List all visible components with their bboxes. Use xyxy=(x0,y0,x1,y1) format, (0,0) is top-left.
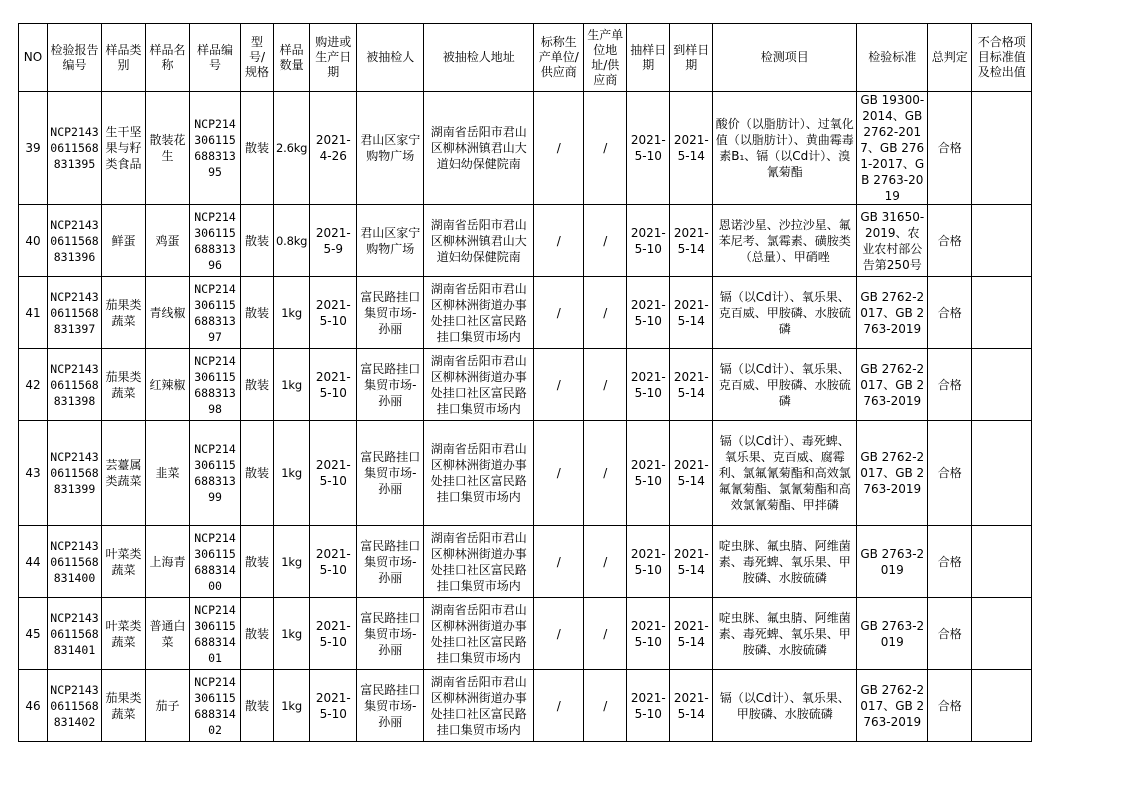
cell-name: 普通白菜 xyxy=(146,598,190,670)
cell-inspected: 富民路挂口集贸市场-孙丽 xyxy=(357,421,424,526)
cell-fail xyxy=(972,598,1032,670)
cell-arrive-date: 2021-5-14 xyxy=(670,277,713,349)
header-report-no: 检验报告编号 xyxy=(48,24,102,92)
cell-fail xyxy=(972,277,1032,349)
table-row xyxy=(19,277,1032,349)
cell-date: 2021-5-10 xyxy=(310,598,357,670)
cell-address: 湖南省岳阳市君山区柳林洲镇君山大道妇幼保健院南 xyxy=(424,92,534,205)
cell-sample-no: NCP21430611568831401 xyxy=(190,598,241,670)
cell-name: 上海青 xyxy=(146,526,190,598)
cell-inspected: 富民路挂口集贸市场-孙丽 xyxy=(357,598,424,670)
cell-sample-no: NCP21430611568831400 xyxy=(190,526,241,598)
cell-category: 鲜蛋 xyxy=(102,205,146,277)
cell-producer-addr: / xyxy=(584,421,627,526)
inspection-results-sheet xyxy=(18,23,1032,742)
table-row xyxy=(19,92,1032,205)
cell-standard: GB 2762-2017、GB 2763-2019 xyxy=(857,670,928,742)
cell-standard: GB 31650-2019、农业农村部公告第250号 xyxy=(857,205,928,277)
cell-no: 43 xyxy=(19,421,48,526)
cell-producer: / xyxy=(534,421,584,526)
cell-standard: GB 19300-2014、GB 2762-2017、GB 2761-2017、GB 2763-2019 xyxy=(857,92,928,205)
table-row xyxy=(19,526,1032,598)
cell-name: 韭菜 xyxy=(146,421,190,526)
header-arrive-date: 到样日期 xyxy=(670,24,713,92)
header-name: 样品名称 xyxy=(146,24,190,92)
cell-qty: 1kg xyxy=(274,349,310,421)
cell-report-no: NCP21430611568831400 xyxy=(48,526,102,598)
cell-sample-date: 2021-5-10 xyxy=(627,349,670,421)
cell-spec: 散装 xyxy=(241,526,274,598)
cell-date: 2021-5-10 xyxy=(310,421,357,526)
cell-items: 镉（以Cd计）、毒死蜱、氧乐果、克百威、腐霉利、氯氟氰菊酯和高效氯氟氰菊酯、氯氰菊酯和高效氯氰菊酯、甲拌磷 xyxy=(713,421,857,526)
header-verdict: 总判定 xyxy=(928,24,972,92)
cell-no: 42 xyxy=(19,349,48,421)
table-row xyxy=(19,670,1032,742)
cell-report-no: NCP21430611568831395 xyxy=(48,92,102,205)
cell-verdict: 合格 xyxy=(928,205,972,277)
cell-items: 镉（以Cd计）、氧乐果、甲胺磷、水胺硫磷 xyxy=(713,670,857,742)
cell-producer-addr: / xyxy=(584,526,627,598)
cell-sample-no: NCP21430611568831397 xyxy=(190,277,241,349)
cell-inspected: 富民路挂口集贸市场-孙丽 xyxy=(357,526,424,598)
cell-qty: 2.6kg xyxy=(274,92,310,205)
cell-arrive-date: 2021-5-14 xyxy=(670,598,713,670)
cell-producer-addr: / xyxy=(584,598,627,670)
cell-date: 2021-5-10 xyxy=(310,526,357,598)
header-address: 被抽检人地址 xyxy=(424,24,534,92)
cell-qty: 1kg xyxy=(274,277,310,349)
cell-items: 啶虫脒、氟虫腈、阿维菌素、毒死蜱、氧乐果、甲胺磷、水胺硫磷 xyxy=(713,526,857,598)
cell-sample-no: NCP21430611568831398 xyxy=(190,349,241,421)
cell-verdict: 合格 xyxy=(928,598,972,670)
cell-no: 44 xyxy=(19,526,48,598)
cell-producer-addr: / xyxy=(584,349,627,421)
cell-sample-no: NCP21430611568831402 xyxy=(190,670,241,742)
cell-qty: 1kg xyxy=(274,670,310,742)
cell-producer-addr: / xyxy=(584,670,627,742)
cell-qty: 1kg xyxy=(274,526,310,598)
cell-qty: 1kg xyxy=(274,421,310,526)
cell-address: 湖南省岳阳市君山区柳林洲街道办事处挂口社区富民路挂口集贸市场内 xyxy=(424,277,534,349)
cell-items: 酸价（以脂肪计）、过氧化值（以脂肪计）、黄曲霉毒素B₁、镉（以Cd计）、溴氰菊酯 xyxy=(713,92,857,205)
header-qty: 样品数量 xyxy=(274,24,310,92)
cell-standard: GB 2762-2017、GB 2763-2019 xyxy=(857,277,928,349)
cell-report-no: NCP21430611568831399 xyxy=(48,421,102,526)
cell-name: 青线椒 xyxy=(146,277,190,349)
cell-sample-date: 2021-5-10 xyxy=(627,277,670,349)
cell-items: 镉（以Cd计）、氧乐果、克百威、甲胺磷、水胺硫磷 xyxy=(713,277,857,349)
cell-no: 41 xyxy=(19,277,48,349)
cell-sample-date: 2021-5-10 xyxy=(627,598,670,670)
header-spec: 型号/规格 xyxy=(241,24,274,92)
cell-category: 芸薹属类蔬菜 xyxy=(102,421,146,526)
cell-address: 湖南省岳阳市君山区柳林洲镇君山大道妇幼保健院南 xyxy=(424,205,534,277)
header-fail: 不合格项目标准值及检出值 xyxy=(972,24,1032,92)
header-row xyxy=(19,24,1032,92)
cell-standard: GB 2763-2019 xyxy=(857,526,928,598)
cell-address: 湖南省岳阳市君山区柳林洲街道办事处挂口社区富民路挂口集贸市场内 xyxy=(424,670,534,742)
cell-name: 鸡蛋 xyxy=(146,205,190,277)
cell-verdict: 合格 xyxy=(928,526,972,598)
cell-producer-addr: / xyxy=(584,205,627,277)
cell-standard: GB 2762-2017、GB 2763-2019 xyxy=(857,421,928,526)
cell-sample-date: 2021-5-10 xyxy=(627,421,670,526)
cell-report-no: NCP21430611568831402 xyxy=(48,670,102,742)
cell-producer: / xyxy=(534,670,584,742)
cell-fail xyxy=(972,421,1032,526)
cell-producer: / xyxy=(534,526,584,598)
cell-qty: 0.8kg xyxy=(274,205,310,277)
cell-arrive-date: 2021-5-14 xyxy=(670,526,713,598)
cell-address: 湖南省岳阳市君山区柳林洲街道办事处挂口社区富民路挂口集贸市场内 xyxy=(424,421,534,526)
table-row xyxy=(19,421,1032,526)
table-row xyxy=(19,349,1032,421)
cell-spec: 散装 xyxy=(241,670,274,742)
cell-date: 2021-5-10 xyxy=(310,349,357,421)
header-producer: 标称生产单位/供应商 xyxy=(534,24,584,92)
cell-fail xyxy=(972,526,1032,598)
cell-category: 生干坚果与籽类食品 xyxy=(102,92,146,205)
cell-address: 湖南省岳阳市君山区柳林洲街道办事处挂口社区富民路挂口集贸市场内 xyxy=(424,349,534,421)
cell-qty: 1kg xyxy=(274,598,310,670)
cell-inspected: 富民路挂口集贸市场-孙丽 xyxy=(357,670,424,742)
cell-sample-date: 2021-5-10 xyxy=(627,526,670,598)
cell-sample-date: 2021-5-10 xyxy=(627,670,670,742)
cell-fail xyxy=(972,205,1032,277)
cell-arrive-date: 2021-5-14 xyxy=(670,92,713,205)
cell-spec: 散装 xyxy=(241,205,274,277)
cell-verdict: 合格 xyxy=(928,421,972,526)
cell-producer: / xyxy=(534,598,584,670)
cell-standard: GB 2763-2019 xyxy=(857,598,928,670)
cell-date: 2021-5-10 xyxy=(310,277,357,349)
header-standard: 检验标准 xyxy=(857,24,928,92)
cell-items: 镉（以Cd计）、氧乐果、克百威、甲胺磷、水胺硫磷 xyxy=(713,349,857,421)
cell-name: 红辣椒 xyxy=(146,349,190,421)
cell-category: 茄果类蔬菜 xyxy=(102,349,146,421)
cell-report-no: NCP21430611568831398 xyxy=(48,349,102,421)
cell-no: 39 xyxy=(19,92,48,205)
cell-items: 啶虫脒、氟虫腈、阿维菌素、毒死蜱、氧乐果、甲胺磷、水胺硫磷 xyxy=(713,598,857,670)
cell-arrive-date: 2021-5-14 xyxy=(670,205,713,277)
cell-sample-no: NCP21430611568831399 xyxy=(190,421,241,526)
cell-arrive-date: 2021-5-14 xyxy=(670,349,713,421)
cell-inspected: 富民路挂口集贸市场-孙丽 xyxy=(357,277,424,349)
cell-address: 湖南省岳阳市君山区柳林洲街道办事处挂口社区富民路挂口集贸市场内 xyxy=(424,598,534,670)
cell-fail xyxy=(972,670,1032,742)
cell-date: 2021-5-10 xyxy=(310,670,357,742)
cell-arrive-date: 2021-5-14 xyxy=(670,670,713,742)
inspection-table xyxy=(18,23,1032,742)
cell-category: 叶菜类蔬菜 xyxy=(102,598,146,670)
header-producer-addr: 生产单位地址/供应商 xyxy=(584,24,627,92)
header-category: 样品类别 xyxy=(102,24,146,92)
cell-report-no: NCP21430611568831401 xyxy=(48,598,102,670)
header-no: NO xyxy=(19,24,48,92)
cell-items: 恩诺沙星、沙拉沙星、氟苯尼考、氯霉素、磺胺类 （总量）、甲硝唑 xyxy=(713,205,857,277)
cell-inspected: 君山区家宁购物广场 xyxy=(357,205,424,277)
cell-verdict: 合格 xyxy=(928,670,972,742)
header-items: 检测项目 xyxy=(713,24,857,92)
cell-no: 45 xyxy=(19,598,48,670)
cell-arrive-date: 2021-5-14 xyxy=(670,421,713,526)
cell-producer: / xyxy=(534,205,584,277)
cell-fail xyxy=(972,92,1032,205)
cell-verdict: 合格 xyxy=(928,92,972,205)
cell-verdict: 合格 xyxy=(928,349,972,421)
cell-spec: 散装 xyxy=(241,349,274,421)
cell-spec: 散装 xyxy=(241,598,274,670)
cell-sample-no: NCP21430611568831396 xyxy=(190,205,241,277)
cell-spec: 散装 xyxy=(241,92,274,205)
cell-report-no: NCP21430611568831397 xyxy=(48,277,102,349)
cell-report-no: NCP21430611568831396 xyxy=(48,205,102,277)
cell-fail xyxy=(972,349,1032,421)
cell-verdict: 合格 xyxy=(928,277,972,349)
cell-no: 40 xyxy=(19,205,48,277)
cell-sample-no: NCP21430611568831395 xyxy=(190,92,241,205)
cell-category: 叶菜类蔬菜 xyxy=(102,526,146,598)
cell-date: 2021-5-9 xyxy=(310,205,357,277)
cell-sample-date: 2021-5-10 xyxy=(627,205,670,277)
cell-no: 46 xyxy=(19,670,48,742)
header-sample-date: 抽样日期 xyxy=(627,24,670,92)
cell-producer: / xyxy=(534,349,584,421)
cell-date: 2021-4-26 xyxy=(310,92,357,205)
cell-producer-addr: / xyxy=(584,277,627,349)
cell-name: 茄子 xyxy=(146,670,190,742)
cell-producer-addr: / xyxy=(584,92,627,205)
cell-name: 散装花生 xyxy=(146,92,190,205)
cell-inspected: 富民路挂口集贸市场-孙丽 xyxy=(357,349,424,421)
table-row xyxy=(19,205,1032,277)
header-sample-no: 样品编号 xyxy=(190,24,241,92)
cell-standard: GB 2762-2017、GB 2763-2019 xyxy=(857,349,928,421)
cell-sample-date: 2021-5-10 xyxy=(627,92,670,205)
header-inspected: 被抽检人 xyxy=(357,24,424,92)
header-date: 购进或生产日期 xyxy=(310,24,357,92)
cell-spec: 散装 xyxy=(241,421,274,526)
cell-inspected: 君山区家宁购物广场 xyxy=(357,92,424,205)
cell-category: 茄果类蔬菜 xyxy=(102,670,146,742)
cell-address: 湖南省岳阳市君山区柳林洲街道办事处挂口社区富民路挂口集贸市场内 xyxy=(424,526,534,598)
cell-producer: / xyxy=(534,277,584,349)
cell-producer: / xyxy=(534,92,584,205)
cell-spec: 散装 xyxy=(241,277,274,349)
table-row xyxy=(19,598,1032,670)
cell-category: 茄果类蔬菜 xyxy=(102,277,146,349)
